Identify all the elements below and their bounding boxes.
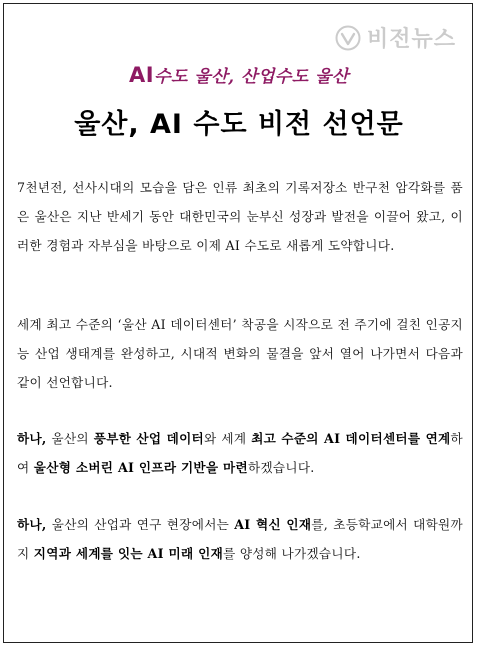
watermark-text: 비전뉴스 [366, 27, 456, 52]
pledge-text: 하겠습니다. [247, 460, 315, 475]
slogan-text: 수도 울산, 산업수도 울산 [154, 67, 349, 87]
pledge-lead: 하나, [17, 517, 47, 532]
pledge-text: 하여 [17, 431, 463, 475]
pledge-bold: 풍부한 산업 데이터 [93, 431, 205, 446]
vision-news-logo-icon [335, 25, 361, 51]
pledge-text: 를 양성해 나가겠습니다. [223, 546, 361, 561]
paragraph-intro: 7천년전, 선사시대의 모습을 담은 인류 최초의 기록저장소 반구천 암각화를 품은 울산은 지난 반세기 동안 대한민국의 눈부신 성장과 발전을 이끌어 왔고, 이러한 경험과 자부심을 바탕으로 이제 AI 수도로 새롭게 도약합니다. [17, 180, 463, 253]
page-title: 울산, AI 수도 비전 선언문 [74, 109, 404, 140]
paragraph-declaration: 세계 최고 수준의 ‘울산 AI 데이터센터’ 착공을 시작으로 전 주기에 걸친 인공지능 산업 생태계를 완성하고, 시대적 변화의 물결을 앞서 열어 나가면서 다음과 같이 선언합니다. [17, 317, 463, 390]
pledge-text: 를, 초등학교에서 대학원까지 [17, 517, 463, 561]
pledge-bold: 지역과 세계를 잇는 AI 미래 인재 [33, 546, 224, 561]
pledge-bold: 울산형 소버린 AI 인프라 기반을 마련 [33, 460, 248, 475]
slogan [0, 62, 478, 87]
watermark [335, 22, 456, 53]
pledge-text: 와 세계 [204, 431, 252, 446]
pledge-text: 울산의 산업과 연구 현장에서는 [46, 517, 235, 532]
pledge-text: 울산의 [46, 431, 94, 446]
pledge-bold: 최고 수준의 AI 데이터센터를 연계 [251, 431, 451, 446]
pledge-lead: 하나, [17, 431, 47, 446]
pledge-bold: AI 혁신 인재 [234, 517, 312, 532]
slogan-ai: AI [129, 63, 155, 87]
pledge-2 [17, 510, 463, 568]
pledge-1 [17, 424, 463, 482]
